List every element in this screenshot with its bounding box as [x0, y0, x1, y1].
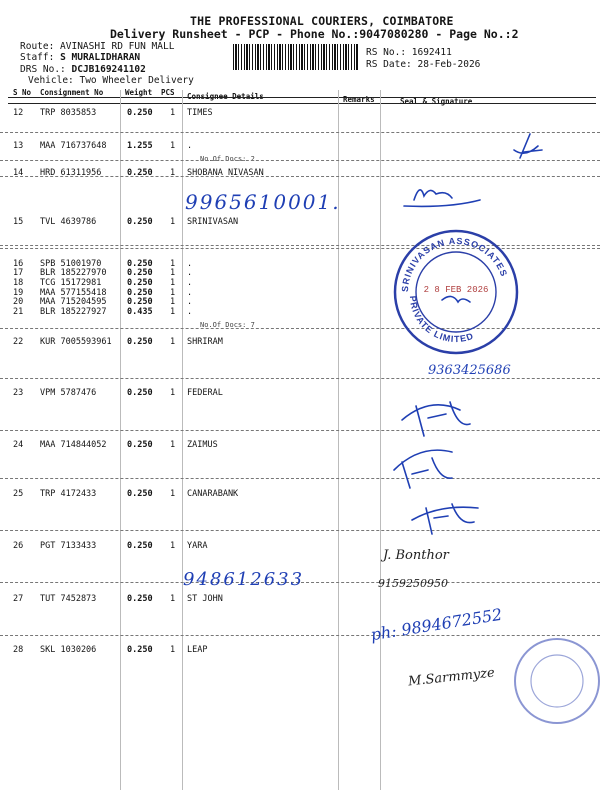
row-pcs: 1: [170, 168, 176, 178]
rs-number: RS No.: 1692411: [366, 47, 452, 58]
col-consignee: Consignee Details: [187, 92, 264, 101]
row-sno: 12: [13, 108, 24, 118]
row-pcs: 1: [170, 541, 176, 551]
row-sno: 25: [13, 489, 24, 499]
handwritten-phone: 948612633: [183, 569, 305, 590]
row-consignment-no: HRD 61311956: [40, 168, 102, 178]
signature-mark: [404, 190, 480, 207]
row-sno: 24: [13, 440, 24, 450]
handwritten-phone: 9159250950: [378, 577, 448, 590]
row-sno: 22: [13, 337, 24, 347]
company-seal: [392, 228, 520, 356]
row-weight: 0.435: [127, 307, 153, 317]
col-remarks: Remarks: [343, 95, 375, 104]
svg-text:PRIVATE LIMITED: [408, 295, 475, 344]
row-consignment-no: TUT 7452873: [40, 594, 97, 604]
row-weight: 0.250: [127, 168, 153, 178]
row-pcs: 1: [170, 297, 176, 307]
row-consignment-no: BLR 185227927: [40, 307, 107, 317]
row-consignee: .: [187, 268, 193, 278]
row-consignee: .: [187, 288, 193, 298]
drs-number: DCJB169241102: [71, 64, 146, 75]
drs-label: DRS No.:: [20, 64, 66, 75]
handwritten-phone: ph: 9894672552: [369, 604, 504, 645]
row-sno: 23: [13, 388, 24, 398]
secondary-seal: [512, 636, 600, 726]
row-sno: 17: [13, 268, 24, 278]
row-pcs: 1: [170, 594, 176, 604]
staff-label: Staff:: [20, 52, 55, 63]
row-consignee: .: [187, 259, 193, 269]
row-pcs: 1: [170, 259, 176, 269]
row-weight: 0.250: [127, 388, 153, 398]
row-weight: 0.250: [127, 541, 153, 551]
row-sno: 14: [13, 168, 24, 178]
row-sno: 21: [13, 307, 24, 317]
col-weight: Weight: [125, 88, 153, 97]
row-consignee: FEDERAL: [187, 388, 223, 398]
runsheet-title: Delivery Runsheet - PCP - Phone No.:9047080280 - Page No.:2: [110, 27, 519, 41]
col-consignment: Consignment No: [40, 88, 104, 97]
row-pcs: 1: [170, 217, 176, 227]
row-consignee: LEAP: [187, 645, 208, 655]
row-consignee: SRINIVASAN: [187, 217, 239, 227]
row-weight: 0.250: [127, 594, 153, 604]
handwritten-name: M.Sarmmyze: [407, 665, 496, 690]
row-weight: 0.250: [127, 268, 153, 278]
row-weight: 0.250: [127, 489, 153, 499]
vehicle-label: Vehicle: Two Wheeler Delivery: [28, 75, 194, 86]
row-sno: 18: [13, 278, 24, 288]
signature-mark: [514, 134, 542, 158]
row-sno: 19: [13, 288, 24, 298]
col-seal: Seal & Signature: [400, 97, 473, 106]
row-consignee: SHRIRAM: [187, 337, 223, 347]
rs-date: RS Date: 28-Feb-2026: [366, 59, 481, 70]
row-sno: 28: [13, 645, 24, 655]
docs-note: No.Of Docs: 2: [200, 155, 255, 163]
seal-top-text: SRINIVASAN ASSOCIATES: [399, 235, 510, 293]
row-weight: 1.255: [127, 141, 153, 151]
row-pcs: 1: [170, 268, 176, 278]
col-sno: S No: [13, 88, 32, 97]
docs-note: No.Of Docs: 7: [200, 321, 255, 329]
row-pcs: 1: [170, 288, 176, 298]
handwritten-phone: 9363425686: [428, 363, 511, 378]
row-weight: 0.250: [127, 288, 153, 298]
row-consignee: ST JOHN: [187, 594, 223, 604]
seal-date: 2 8 FEB 2026: [423, 285, 489, 295]
row-pcs: 1: [170, 388, 176, 398]
row-consignee: SHOBANA NIVASAN: [187, 168, 264, 178]
company-title: THE PROFESSIONAL COURIERS, COIMBATORE: [190, 14, 454, 28]
row-consignee: ZAIMUS: [187, 440, 218, 450]
col-pcs: PCS: [161, 88, 175, 97]
row-consignment-no: MAA 577155418: [40, 288, 107, 298]
row-consignment-no: MAA 715204595: [40, 297, 107, 307]
row-consignee: .: [187, 141, 193, 151]
row-consignment-no: PGT 7133433: [40, 541, 97, 551]
row-weight: 0.250: [127, 217, 153, 227]
row-weight: 0.250: [127, 297, 153, 307]
row-sno: 26: [13, 541, 24, 551]
row-sno: 27: [13, 594, 24, 604]
row-sno: 20: [13, 297, 24, 307]
row-consignment-no: VPM 5787476: [40, 388, 97, 398]
row-consignment-no: TRP 4172433: [40, 489, 97, 499]
row-weight: 0.250: [127, 337, 153, 347]
row-sno: 15: [13, 217, 24, 227]
row-weight: 0.250: [127, 278, 153, 288]
row-consignment-no: SPB 51001970: [40, 259, 102, 269]
row-sno: 13: [13, 141, 24, 151]
row-pcs: 1: [170, 278, 176, 288]
row-consignee: .: [187, 297, 193, 307]
staff-name: S MURALIDHARAN: [60, 52, 141, 63]
row-pcs: 1: [170, 307, 176, 317]
row-consignment-no: TRP 8035853: [40, 108, 97, 118]
row-consignment-no: SKL 1030206: [40, 645, 97, 655]
row-pcs: 1: [170, 108, 176, 118]
row-consignee: .: [187, 307, 193, 317]
row-consignment-no: TCG 15172981: [40, 278, 102, 288]
signature-mark: [412, 504, 478, 534]
handwritten-name: J. Bonthor: [383, 548, 449, 563]
row-pcs: 1: [170, 141, 176, 151]
row-consignee: TIMES: [187, 108, 213, 118]
row-weight: 0.250: [127, 108, 153, 118]
signature-mark: [402, 402, 470, 436]
row-pcs: 1: [170, 489, 176, 499]
row-consignment-no: TVL 4639786: [40, 217, 97, 227]
row-consignee: CANARABANK: [187, 489, 239, 499]
row-pcs: 1: [170, 645, 176, 655]
row-pcs: 1: [170, 440, 176, 450]
row-consignee: .: [187, 278, 193, 288]
row-consignment-no: BLR 185227970: [40, 268, 107, 278]
row-consignment-no: MAA 714844052: [40, 440, 107, 450]
route-label: Route: AVINASHI RD FUN MALL: [20, 41, 175, 52]
signature-mark: [394, 450, 452, 488]
row-weight: 0.250: [127, 645, 153, 655]
handwritten-phone: 9965610001.: [185, 190, 341, 214]
row-consignee: YARA: [187, 541, 208, 551]
row-consignment-no: KUR 7005593961: [40, 337, 112, 347]
row-pcs: 1: [170, 337, 176, 347]
row-weight: 0.250: [127, 440, 153, 450]
row-consignment-no: MAA 716737648: [40, 141, 107, 151]
row-sno: 16: [13, 259, 24, 269]
row-weight: 0.250: [127, 259, 153, 269]
seal-bottom-text: PRIVATE LIMITED: [407, 295, 476, 345]
